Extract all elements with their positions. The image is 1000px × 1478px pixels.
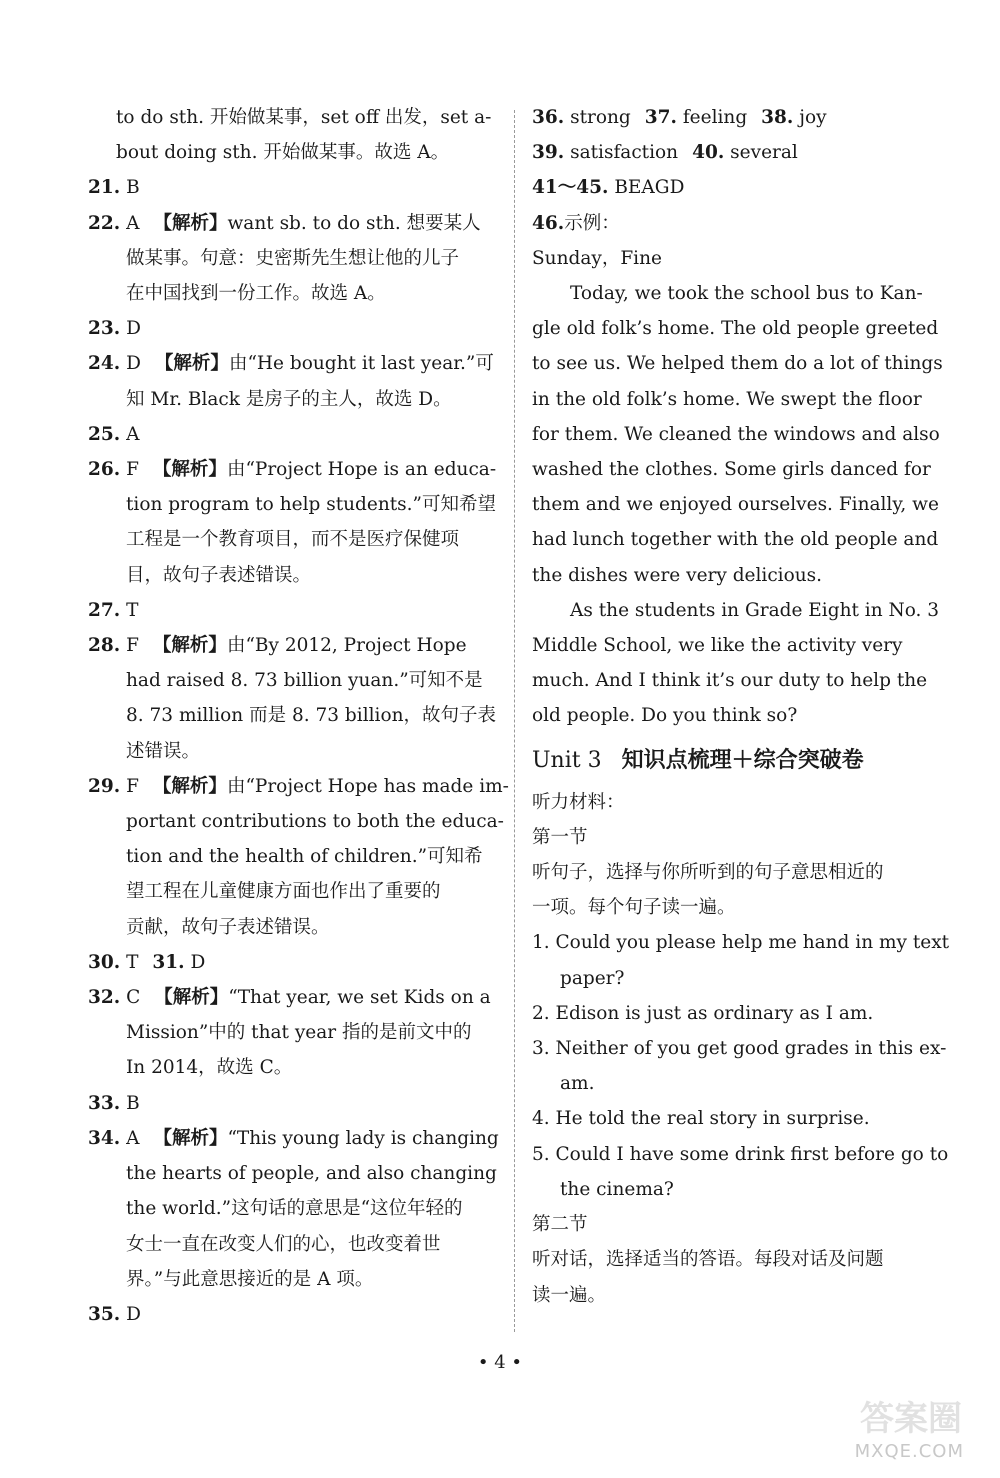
analysis-continuation: the hearts of people, and also changing: [126, 1163, 497, 1185]
answer-32: [88, 980, 498, 1015]
analysis-continuation: 望工程在儿童健康方面也作出了重要的: [126, 881, 441, 903]
analysis-continuation: portant contributions to both the educa-: [126, 811, 504, 833]
section-instructions: 听句子，选择与你所听到的句子意思相近的: [532, 862, 884, 884]
answer-letter: B: [126, 1092, 140, 1114]
analysis-tag: 【解析】: [154, 987, 229, 1009]
answer-22: [88, 206, 498, 241]
answer-27: [88, 593, 498, 628]
analysis-continuation: 做某事。句意：史密斯先生想让他的儿子: [126, 247, 460, 269]
answer-letter: A: [126, 423, 140, 445]
section-label: 第二节: [532, 1214, 588, 1236]
answer-letter: C: [126, 987, 141, 1009]
essay-line: Middle School, we like the activity very: [532, 635, 903, 657]
unit-title: 知识点梳理＋综合突破卷: [621, 746, 864, 773]
answer-46: [532, 206, 942, 241]
question-number: 31.: [152, 951, 185, 973]
essay-line: in the old folk’s home. We swept the floor: [532, 388, 922, 410]
question-number: 28.: [88, 635, 121, 657]
answer-letter: T: [126, 599, 139, 621]
answer-25: [88, 417, 498, 452]
analysis-continuation: 在中国找到一份工作。故选 A。: [126, 283, 386, 305]
analysis-continuation: 目，故句子表述错误。: [126, 564, 312, 586]
question-number: 27.: [88, 599, 121, 621]
answer-24: [88, 346, 498, 381]
question-number: 23.: [88, 318, 121, 340]
right-column: [532, 100, 950, 1313]
column-divider: [514, 110, 515, 1332]
answer-letter: T: [126, 951, 139, 973]
answer-23: [88, 311, 498, 346]
answer-word: satisfaction: [570, 142, 679, 164]
answer-letter: D: [126, 353, 141, 375]
listening-sentence: am.: [560, 1073, 595, 1095]
analysis-tag: 【解析】: [152, 635, 227, 657]
answer-word: several: [730, 142, 798, 164]
answer-letter: F: [126, 775, 139, 797]
question-number: 35.: [88, 1303, 121, 1325]
analysis-continuation: In 2014，故选 C。: [126, 1057, 293, 1079]
left-column: [88, 100, 509, 1332]
answers-39-40: [532, 135, 942, 170]
analysis-continuation: tion program to help students.”可知希望: [126, 494, 497, 516]
question-number: 33.: [88, 1092, 121, 1114]
question-number: 38.: [761, 107, 794, 128]
question-number: 22.: [88, 212, 121, 234]
listening-sentence: 5. Could I have some drink first before go to: [532, 1143, 949, 1165]
section-instructions: 听对话，选择适当的答语。每段对话及问题: [532, 1249, 884, 1271]
analysis-continuation: 述错误。: [126, 740, 201, 762]
essay-line: As the students in Grade Eight in No. 3: [570, 599, 940, 621]
analysis-continuation: 知 Mr. Black 是房子的主人，故选 D。: [126, 388, 452, 410]
analysis-text: “That year, we set Kids on a: [228, 987, 491, 1009]
analysis-text: 由“Project Hope has made im-: [226, 775, 509, 797]
question-number: 24.: [88, 353, 121, 375]
answer-letter: D: [190, 951, 206, 973]
analysis-tag: 【解析】: [153, 212, 228, 234]
answer-word: joy: [799, 107, 827, 128]
question-number: 21.: [88, 177, 121, 199]
answer-letter: B: [126, 177, 140, 199]
listening-sentence: 1. Could you please help me hand in my text: [532, 932, 950, 954]
text-line: bout doing sth. 开始做某事。故选 A。: [116, 142, 450, 164]
question-number: 25.: [88, 423, 121, 445]
answer-letter: D: [126, 318, 141, 340]
answer-29: [88, 769, 509, 804]
answer-letter: A: [126, 1127, 140, 1149]
unit-heading: [532, 740, 942, 781]
question-number: 29.: [88, 775, 121, 797]
answers-36-38: [532, 100, 942, 135]
question-number: 32.: [88, 987, 121, 1009]
analysis-text: 由“He bought it last year.”可: [228, 353, 494, 375]
essay-line: gle old folk’s home. The old people greeted: [532, 318, 939, 340]
analysis-continuation: 工程是一个教育项目，而不是医疗保健项: [126, 529, 460, 551]
answer-30-31: [88, 945, 498, 980]
listening-sentence: 3. Neither of you get good grades in this ex-: [532, 1038, 947, 1060]
essay-line: washed the clothes. Some girls danced for: [532, 459, 931, 481]
listening-sentence: 4. He told the real story in surprise.: [532, 1108, 870, 1130]
listening-sentence: the cinema?: [560, 1178, 674, 1200]
essay-line: to see us. We helped them do a lot of things: [532, 353, 943, 375]
watermark-logo: [836, 1399, 986, 1472]
analysis-continuation: the world.”这句话的意思是“这位年轻的: [126, 1198, 463, 1220]
essay-line: old people. Do you think so?: [532, 705, 798, 727]
question-number: 39.: [532, 142, 565, 164]
watermark-text: MXQE.COM: [854, 1441, 964, 1462]
analysis-text: “This young lady is changing: [227, 1127, 499, 1149]
watermark-glyphs: 答案圈: [860, 1399, 962, 1439]
essay-line: the dishes were very delicious.: [532, 564, 823, 586]
answer-letter: F: [126, 459, 139, 481]
answer-word: BEAGD: [614, 177, 685, 199]
question-number: 30.: [88, 951, 121, 973]
listening-label: 听力材料：: [532, 791, 625, 813]
text-line: to do sth. 开始做某事，set off 出发，set a-: [116, 107, 492, 128]
question-number: 41～45.: [532, 177, 609, 199]
analysis-tag: 【解析】: [152, 775, 227, 797]
analysis-text: 由“By 2012, Project Hope: [226, 635, 467, 657]
analysis-tag: 【解析】: [154, 353, 229, 375]
essay-line: for them. We cleaned the windows and also: [532, 423, 940, 445]
analysis-continuation: 贡献，故句子表述错误。: [126, 916, 330, 938]
analysis-tag: 【解析】: [152, 459, 227, 481]
analysis-text: 由“Project Hope is an educa-: [226, 459, 497, 481]
answers-41-45: [532, 170, 942, 205]
answer-33: [88, 1086, 498, 1121]
answer-word: 示例：: [564, 212, 620, 234]
answer-28: [88, 628, 498, 663]
question-number: 37.: [644, 107, 677, 128]
analysis-continuation: had raised 8. 73 billion yuan.”可知不是: [126, 670, 483, 692]
question-number: 46.: [532, 212, 565, 234]
essay-line: Today, we took the school bus to Kan-: [570, 283, 923, 305]
question-number: 36.: [532, 107, 565, 128]
page-number: • 4 •: [477, 1352, 523, 1373]
section-instructions: 一项。每个句子读一遍。: [532, 897, 736, 919]
analysis-continuation: 女士一直在改变人们的心，也改变着世: [126, 1233, 441, 1255]
answer-35: [88, 1297, 498, 1332]
question-number: 34.: [88, 1127, 121, 1149]
answer-26: [88, 452, 498, 487]
question-number: 40.: [692, 142, 725, 164]
analysis-continuation: 8. 73 million 而是 8. 73 billion，故句子表: [126, 705, 496, 727]
section-instructions: 读一遍。: [532, 1284, 607, 1306]
analysis-text: want sb. to do sth. 想要某人: [227, 212, 481, 234]
answer-word: feeling: [682, 107, 748, 128]
answer-letter: A: [126, 212, 140, 234]
listening-sentence: 2. Edison is just as ordinary as I am.: [532, 1002, 874, 1024]
question-number: 26.: [88, 459, 121, 481]
analysis-continuation: Mission”中的 that year 指的是前文中的: [126, 1022, 472, 1044]
unit-label: Unit 3: [532, 747, 602, 773]
answer-34: [88, 1121, 498, 1156]
essay-line: much. And I think it’s our duty to help the: [532, 670, 928, 692]
essay-line: had lunch together with the old people and: [532, 529, 939, 551]
analysis-continuation: tion and the health of children.”可知希: [126, 846, 483, 868]
section-label: 第一节: [532, 826, 588, 848]
answer-letter: D: [126, 1303, 141, 1325]
analysis-tag: 【解析】: [153, 1127, 228, 1149]
analysis-continuation: 界。”与此意思接近的是 A 项。: [126, 1268, 374, 1290]
essay-date-line: Sunday，Fine: [532, 247, 662, 269]
answer-21: [88, 170, 498, 205]
answer-word: strong: [570, 107, 631, 128]
answer-letter: F: [126, 635, 139, 657]
listening-sentence: paper?: [560, 967, 625, 989]
essay-line: them and we enjoyed ourselves. Finally, we: [532, 494, 939, 516]
